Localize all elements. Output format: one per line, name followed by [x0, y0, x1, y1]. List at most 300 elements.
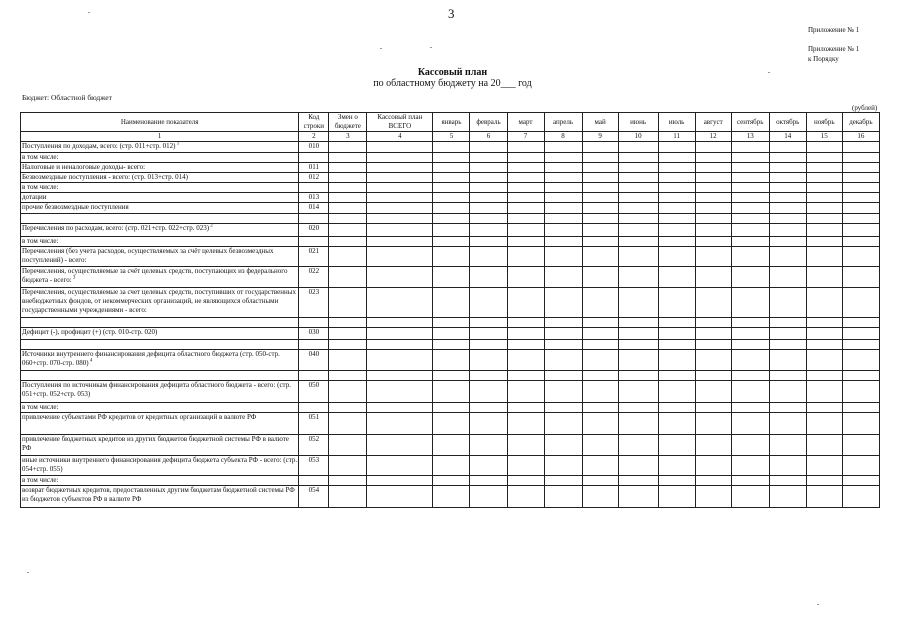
value-cell [367, 203, 433, 214]
value-cell [507, 435, 544, 456]
column-number: 7 [507, 132, 544, 142]
row-code: 023 [299, 288, 329, 318]
value-cell [544, 456, 582, 476]
row-code: 011 [299, 163, 329, 173]
value-cell [544, 237, 582, 247]
value-cell [470, 435, 507, 456]
value-cell [433, 183, 470, 193]
value-cell [658, 214, 695, 224]
value-cell [695, 224, 731, 237]
column-header: Кассовый план ВСЕГО [367, 113, 433, 132]
value-cell [582, 318, 618, 328]
value-cell [329, 203, 367, 214]
value-cell [582, 224, 618, 237]
value-cell [507, 486, 544, 508]
table-row [21, 476, 880, 486]
value-cell [842, 318, 879, 328]
value-cell [806, 435, 842, 456]
value-cell [806, 224, 842, 237]
table-row [21, 267, 880, 288]
value-cell [507, 247, 544, 267]
value-cell [658, 328, 695, 340]
value-cell [367, 318, 433, 328]
value-cell [470, 340, 507, 350]
value-cell [507, 318, 544, 328]
table-row [21, 486, 880, 508]
value-cell [433, 173, 470, 183]
table-row [21, 224, 880, 237]
scan-speck [817, 604, 819, 605]
value-cell [582, 214, 618, 224]
row-name-text: иные источники внутреннего финансирования дефицита бюджета субъекта РФ - всего: (стр. 054+стр. 055) [22, 456, 298, 473]
value-cell [582, 381, 618, 403]
column-header: июнь [618, 113, 658, 132]
row-name-text: дотации [22, 193, 47, 201]
value-cell [367, 340, 433, 350]
row-code: 050 [299, 381, 329, 403]
table-row [21, 183, 880, 193]
value-cell [695, 340, 731, 350]
row-name-text: Поступления по источникам финансирования дефицита областного бюджета - всего: (стр. 051+стр. 052+стр. 053) [22, 381, 291, 398]
value-cell [433, 153, 470, 163]
value-cell [731, 173, 769, 183]
table-row [21, 403, 880, 413]
row-code [299, 476, 329, 486]
value-cell [470, 247, 507, 267]
value-cell [470, 153, 507, 163]
value-cell [731, 193, 769, 203]
value-cell [544, 486, 582, 508]
value-cell [618, 486, 658, 508]
value-cell [842, 247, 879, 267]
row-name-text: Источники внутреннего финансирования дефицита областного бюджета (стр. 050-стр. 060+стр. 070-стр. 080) [22, 350, 280, 367]
value-cell [695, 371, 731, 381]
document-subtitle: по областному бюджету на 20___ год [373, 78, 532, 89]
value-cell [470, 214, 507, 224]
column-header: декабрь [842, 113, 879, 132]
value-cell [544, 381, 582, 403]
value-cell [658, 435, 695, 456]
value-cell [367, 142, 433, 153]
row-name-text: Перечисления по расходам, всего: (стр. 021+стр. 022+стр. 023) [22, 224, 210, 232]
value-cell [658, 247, 695, 267]
value-cell [769, 318, 806, 328]
value-cell [544, 193, 582, 203]
value-cell [544, 163, 582, 173]
value-cell [507, 288, 544, 318]
value-cell [695, 318, 731, 328]
value-cell [507, 350, 544, 371]
row-name-text: Поступления по доходам, всего: (стр. 011+стр. 012) [22, 142, 176, 150]
table-row [21, 142, 880, 153]
value-cell [695, 403, 731, 413]
value-cell [806, 163, 842, 173]
value-cell [582, 413, 618, 435]
value-cell [618, 288, 658, 318]
row-name-text: в том числе: [22, 237, 59, 245]
value-cell [731, 237, 769, 247]
value-cell [658, 203, 695, 214]
value-cell [658, 340, 695, 350]
value-cell [618, 153, 658, 163]
row-name-text: Перечисления, осуществляемые за счет целевых средств, поступивших от государственных внебюджетных фондов, от некоммерческих организаций, не являющихся областными государственными учреждениями - всего: [22, 288, 296, 314]
value-cell [806, 142, 842, 153]
value-cell [367, 413, 433, 435]
value-cell [769, 183, 806, 193]
value-cell [658, 413, 695, 435]
value-cell [544, 350, 582, 371]
appendix-reference [808, 44, 859, 64]
value-cell [433, 318, 470, 328]
value-cell [470, 328, 507, 340]
value-cell [544, 318, 582, 328]
value-cell [842, 435, 879, 456]
row-name [21, 403, 299, 413]
table-row [21, 163, 880, 173]
column-number: 2 [299, 132, 329, 142]
value-cell [842, 486, 879, 508]
value-cell [769, 203, 806, 214]
column-header: апрель [544, 113, 582, 132]
value-cell [842, 173, 879, 183]
value-cell [806, 350, 842, 371]
value-cell [658, 371, 695, 381]
value-cell [618, 203, 658, 214]
row-code [299, 403, 329, 413]
value-cell [842, 163, 879, 173]
row-name [21, 350, 299, 371]
row-code: 014 [299, 203, 329, 214]
value-cell [842, 193, 879, 203]
value-cell [329, 183, 367, 193]
column-number: 12 [695, 132, 731, 142]
value-cell [329, 193, 367, 203]
table-row [21, 340, 880, 350]
table-row [21, 318, 880, 328]
value-cell [731, 224, 769, 237]
column-header: Код строки [299, 113, 329, 132]
row-name-text: привлечение субъектами РФ кредитов от кредитных организаций в валюте РФ [22, 413, 257, 421]
cash-plan-table [20, 112, 880, 508]
value-cell [507, 456, 544, 476]
value-cell [507, 193, 544, 203]
value-cell [731, 435, 769, 456]
value-cell [544, 435, 582, 456]
footnote-marker: 4 [88, 358, 93, 364]
value-cell [695, 237, 731, 247]
row-name [21, 435, 299, 456]
value-cell [731, 288, 769, 318]
value-cell [582, 340, 618, 350]
value-cell [507, 371, 544, 381]
value-cell [470, 142, 507, 153]
value-cell [329, 237, 367, 247]
value-cell [367, 224, 433, 237]
value-cell [618, 163, 658, 173]
scan-speck [430, 47, 432, 48]
value-cell [367, 381, 433, 403]
column-header: июль [658, 113, 695, 132]
row-code [299, 237, 329, 247]
value-cell [806, 193, 842, 203]
value-cell [731, 153, 769, 163]
value-cell [507, 183, 544, 193]
table-row [21, 247, 880, 267]
value-cell [842, 328, 879, 340]
row-name [21, 456, 299, 476]
value-cell [658, 486, 695, 508]
column-header: ноябрь [806, 113, 842, 132]
value-cell [470, 203, 507, 214]
value-cell [731, 456, 769, 476]
value-cell [582, 183, 618, 193]
value-cell [582, 267, 618, 288]
value-cell [582, 435, 618, 456]
value-cell [842, 183, 879, 193]
value-cell [367, 328, 433, 340]
value-cell [842, 203, 879, 214]
value-cell [769, 340, 806, 350]
value-cell [329, 328, 367, 340]
value-cell [806, 173, 842, 183]
value-cell [329, 435, 367, 456]
footnote-marker: 2 [209, 223, 213, 229]
value-cell [842, 340, 879, 350]
value-cell [731, 163, 769, 173]
value-cell [842, 403, 879, 413]
value-cell [618, 318, 658, 328]
value-cell [433, 237, 470, 247]
column-number: 16 [842, 132, 879, 142]
value-cell [470, 267, 507, 288]
value-cell [367, 486, 433, 508]
value-cell [658, 163, 695, 173]
document-title: Кассовый план [417, 67, 488, 78]
value-cell [769, 267, 806, 288]
row-name [21, 237, 299, 247]
column-number: 6 [470, 132, 507, 142]
value-cell [695, 328, 731, 340]
value-cell [842, 237, 879, 247]
row-name-text: в том числе: [22, 153, 59, 161]
value-cell [695, 350, 731, 371]
value-cell [618, 350, 658, 371]
value-cell [507, 381, 544, 403]
value-cell [769, 153, 806, 163]
column-number: 10 [618, 132, 658, 142]
units-label: (рублей) [852, 104, 878, 112]
value-cell [433, 476, 470, 486]
value-cell [731, 403, 769, 413]
row-name-text: Перечисления, осуществляемые за счёт целевых средств, поступающих из федерального бюджета - всего: [22, 267, 288, 284]
value-cell [367, 267, 433, 288]
value-cell [470, 237, 507, 247]
value-cell [731, 486, 769, 508]
appendix-label: Приложение № 1 [808, 26, 860, 34]
value-cell [433, 267, 470, 288]
value-cell [695, 153, 731, 163]
value-cell [658, 153, 695, 163]
value-cell [842, 413, 879, 435]
value-cell [769, 142, 806, 153]
value-cell [507, 203, 544, 214]
value-cell [769, 371, 806, 381]
value-cell [582, 142, 618, 153]
value-cell [433, 371, 470, 381]
value-cell [658, 267, 695, 288]
column-number: 4 [367, 132, 433, 142]
row-name [21, 381, 299, 403]
value-cell [544, 403, 582, 413]
value-cell [618, 267, 658, 288]
value-cell [582, 237, 618, 247]
value-cell [507, 153, 544, 163]
value-cell [695, 456, 731, 476]
column-number: 5 [433, 132, 470, 142]
value-cell [695, 476, 731, 486]
footnote-marker: 3 [71, 275, 76, 281]
value-cell [329, 350, 367, 371]
value-cell [769, 328, 806, 340]
value-cell [507, 328, 544, 340]
value-cell [367, 350, 433, 371]
value-cell [582, 203, 618, 214]
value-cell [806, 203, 842, 214]
value-cell [433, 435, 470, 456]
row-name [21, 476, 299, 486]
scan-speck [27, 572, 29, 573]
column-header: Змен о бюджете [329, 113, 367, 132]
value-cell [470, 224, 507, 237]
value-cell [658, 381, 695, 403]
value-cell [433, 214, 470, 224]
row-name [21, 288, 299, 318]
value-cell [618, 476, 658, 486]
value-cell [618, 328, 658, 340]
value-cell [842, 476, 879, 486]
value-cell [470, 318, 507, 328]
value-cell [582, 476, 618, 486]
value-cell [329, 153, 367, 163]
value-cell [582, 193, 618, 203]
value-cell [433, 247, 470, 267]
value-cell [769, 247, 806, 267]
row-name-text: привлечение бюджетных кредитов из других бюджетов бюджетной системы РФ в валюте РФ [22, 435, 289, 452]
row-name [21, 340, 299, 350]
value-cell [806, 340, 842, 350]
value-cell [544, 153, 582, 163]
value-cell [806, 318, 842, 328]
value-cell [582, 371, 618, 381]
value-cell [806, 413, 842, 435]
row-code: 052 [299, 435, 329, 456]
row-code [299, 371, 329, 381]
value-cell [695, 173, 731, 183]
value-cell [806, 183, 842, 193]
value-cell [731, 267, 769, 288]
value-cell [842, 371, 879, 381]
value-cell [433, 350, 470, 371]
row-name-text: Безвозмездные поступления - всего: (стр. 013+стр. 014) [22, 173, 188, 181]
value-cell [806, 456, 842, 476]
row-name [21, 203, 299, 214]
column-header: май [582, 113, 618, 132]
value-cell [731, 371, 769, 381]
budget-label: Бюджет: Областной бюджет [22, 93, 112, 102]
value-cell [695, 203, 731, 214]
row-code: 012 [299, 173, 329, 183]
value-cell [433, 142, 470, 153]
value-cell [695, 435, 731, 456]
value-cell [470, 371, 507, 381]
value-cell [695, 163, 731, 173]
value-cell [582, 153, 618, 163]
value-cell [842, 288, 879, 318]
table-row [21, 193, 880, 203]
row-code: 010 [299, 142, 329, 153]
value-cell [470, 183, 507, 193]
value-cell [329, 247, 367, 267]
value-cell [470, 381, 507, 403]
row-code: 030 [299, 328, 329, 340]
row-name [21, 486, 299, 508]
table-row [21, 413, 880, 435]
value-cell [544, 203, 582, 214]
value-cell [544, 142, 582, 153]
row-name [21, 318, 299, 328]
value-cell [618, 173, 658, 183]
column-header: февраль [470, 113, 507, 132]
row-name [21, 153, 299, 163]
value-cell [618, 224, 658, 237]
value-cell [367, 288, 433, 318]
row-name [21, 328, 299, 340]
value-cell [329, 340, 367, 350]
row-name [21, 267, 299, 288]
value-cell [658, 318, 695, 328]
value-cell [695, 267, 731, 288]
value-cell [470, 476, 507, 486]
value-cell [367, 237, 433, 247]
value-cell [544, 476, 582, 486]
value-cell [769, 350, 806, 371]
row-code: 020 [299, 224, 329, 237]
value-cell [658, 288, 695, 318]
column-number: 1 [21, 132, 299, 142]
value-cell [658, 193, 695, 203]
value-cell [470, 288, 507, 318]
value-cell [731, 328, 769, 340]
value-cell [695, 486, 731, 508]
value-cell [769, 381, 806, 403]
value-cell [658, 237, 695, 247]
column-number: 14 [769, 132, 806, 142]
value-cell [618, 371, 658, 381]
row-name-text: в том числе: [22, 403, 59, 411]
value-cell [769, 163, 806, 173]
value-cell [731, 318, 769, 328]
value-cell [842, 153, 879, 163]
value-cell [329, 288, 367, 318]
table-row [21, 203, 880, 214]
value-cell [695, 288, 731, 318]
value-cell [618, 247, 658, 267]
value-cell [544, 288, 582, 318]
value-cell [507, 142, 544, 153]
value-cell [842, 267, 879, 288]
value-cell [618, 435, 658, 456]
value-cell [582, 403, 618, 413]
